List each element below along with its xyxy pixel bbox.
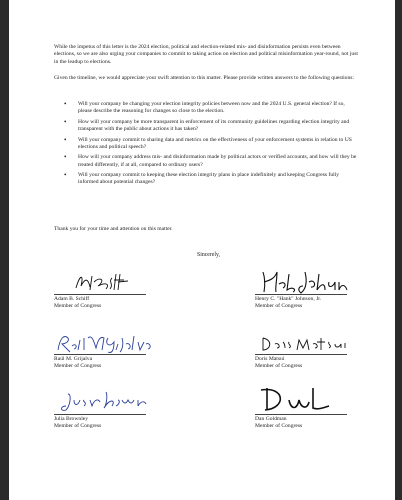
signature-johnson bbox=[255, 268, 355, 294]
signature-block-grijalva bbox=[54, 330, 184, 371]
signature-block-brownley bbox=[54, 388, 184, 431]
signature-line bbox=[255, 294, 347, 295]
intro-paragraph: While the impetus of this letter is the 2024 election, political and election-related mis- and disinformation persists even between elections, so we are also urging your companies to commit to taking action on election and political misinformation year-round, not just in the leadup to elections. bbox=[54, 44, 358, 65]
signatory-title: Member of Congress bbox=[54, 303, 102, 310]
signatory-title: Member of Congress bbox=[255, 423, 303, 430]
signatory-name: Henry C. "Hank" Johnson, Jr. bbox=[255, 296, 322, 302]
signatory-title: Member of Congress bbox=[54, 363, 102, 370]
question-item: • How will your company be more transparent in enforcement of its community guidelines regarding election integrity and transparent with the public about actions it has taken? bbox=[54, 119, 359, 134]
signatory-title: Member of Congress bbox=[54, 423, 102, 430]
letter-page bbox=[9, 0, 395, 500]
signature-schiff bbox=[54, 268, 146, 294]
signature-line bbox=[54, 414, 146, 415]
signature-matsui bbox=[255, 330, 355, 354]
signatory-title: Member of Congress bbox=[255, 363, 303, 370]
question-item: • Will your company commit to sharing data and metrics on the effectiveness of your enforcement systems in relation to US elections and political speech? bbox=[54, 137, 359, 152]
closing-line: Thank you for your time and attention on this matter. bbox=[54, 226, 173, 232]
signature-line bbox=[255, 354, 347, 355]
question-item: • How will your company address mis- and disinformation made by political actors or verified accounts, and how will they be treated differently, if at all, compared to ordinary users? bbox=[54, 154, 359, 169]
signature-line bbox=[54, 294, 146, 295]
signature-block-schiff bbox=[54, 268, 184, 311]
signature-goldman bbox=[255, 384, 355, 414]
signatory-name: Julia Brownley bbox=[54, 416, 89, 422]
request-paragraph: Given the timeline, we would appreciate your swift attention to this matter. Please provide written answers to the following questions: bbox=[54, 75, 354, 81]
signatory-name: Raúl M. Grijalva bbox=[54, 356, 93, 362]
questions-list bbox=[54, 101, 359, 190]
signatory-name: Doris Matsui bbox=[255, 356, 285, 362]
sign-off: Sincerely, bbox=[197, 252, 220, 258]
signature-line bbox=[255, 414, 347, 415]
signature-line bbox=[54, 354, 146, 355]
signature-brownley bbox=[54, 388, 154, 414]
signature-grijalva bbox=[54, 330, 154, 354]
question-item: • Will your company be changing your election integrity policies between now and the 2024 U.S. general election? If so, please describe the reasoning for changes so close to the election. bbox=[54, 101, 359, 116]
signature-block-matsui bbox=[255, 330, 385, 371]
signatory-title: Member of Congress bbox=[255, 303, 303, 310]
signatory-name: Dan Goldman bbox=[255, 416, 287, 422]
signature-block-goldman bbox=[255, 384, 385, 431]
question-item: • Will your company commit to keeping these election integrity plans in place indefinitely and keeping Congress fully informed about potential changes? bbox=[54, 172, 359, 187]
signatory-name: Adam B. Schiff bbox=[54, 296, 90, 302]
signature-block-johnson bbox=[255, 268, 385, 311]
